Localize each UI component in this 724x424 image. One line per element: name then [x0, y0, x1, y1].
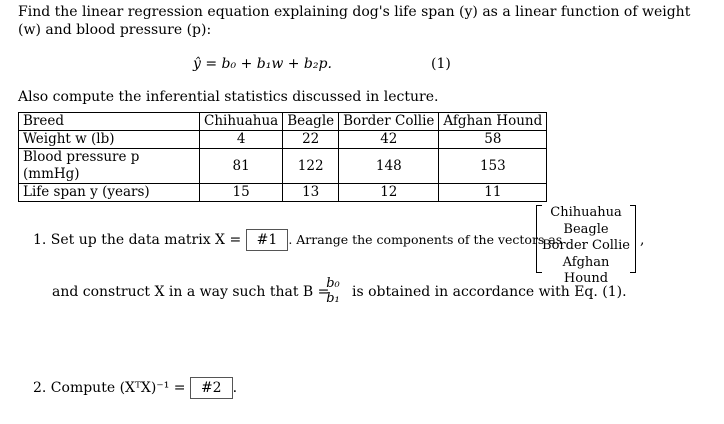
b-vector-entry: b₁ [326, 291, 340, 306]
table-row [19, 131, 547, 149]
intro-line-2: (w) and blood pressure (p): [18, 22, 212, 38]
step2-line [33, 377, 237, 399]
row-label: Blood pressure p (mmHg) [19, 149, 200, 184]
step1-line [33, 229, 562, 251]
step2-prefix: 2. Compute (XᵀX)⁻¹ = [33, 380, 186, 396]
right-bracket [630, 205, 636, 273]
breed-vector [536, 205, 636, 286]
dog-data-table [18, 112, 547, 202]
table-cell: 4 [200, 131, 283, 149]
table-cell: 148 [339, 149, 439, 184]
intro-line-1: Find the linear regression equation explaining dog's life span (y) as a linear function of weight [18, 4, 691, 20]
table-cell: 42 [339, 131, 439, 149]
table-cell: 12 [339, 184, 439, 202]
row-label: Life span y (years) [19, 184, 200, 202]
vector-entry: Border Collie [542, 238, 630, 253]
table-header-cell: Border Collie [339, 113, 439, 131]
table-header-cell: Beagle [283, 113, 339, 131]
table-header-row [19, 113, 547, 131]
table-row [19, 149, 547, 184]
table-header-cell: Breed [19, 113, 200, 131]
b-vector [322, 276, 344, 306]
construct-text: and construct X in a way such that B = [52, 284, 330, 300]
vector-entry: Beagle [563, 221, 609, 237]
table-cell: 58 [439, 131, 547, 149]
table-cell: 15 [200, 184, 283, 202]
answer-box-1[interactable]: #1 [246, 229, 289, 251]
table-cell: 11 [439, 184, 547, 202]
breed-vector-entries [542, 205, 630, 288]
table-cell: 13 [283, 184, 339, 202]
regression-equation: ŷ = b₀ + b₁w + b₂p. [193, 56, 332, 72]
table-cell: 22 [283, 131, 339, 149]
b-vector-entry: b₀ [326, 276, 340, 291]
answer-box-2[interactable]: #2 [190, 377, 233, 399]
vector-comma: , [640, 232, 645, 248]
equation-number: (1) [431, 56, 451, 72]
table-cell: 153 [439, 149, 547, 184]
also-compute-text: Also compute the inferential statistics discussed in lecture. [18, 89, 439, 105]
step1-prefix: 1. Set up the data matrix X = [33, 232, 242, 248]
row-label: Weight w (lb) [19, 131, 200, 149]
step1-arrange-text: . Arrange the components of the vectors as [288, 232, 563, 247]
step2-suffix: . [232, 380, 238, 396]
vector-entry: Chihuahua [550, 205, 622, 220]
table-cell: 81 [200, 149, 283, 184]
vector-entry: Afghan Hound [562, 254, 610, 286]
construct-suffix: is obtained in accordance with Eq. (1). [352, 284, 627, 300]
table-cell: 122 [283, 149, 339, 184]
table-header-cell: Afghan Hound [439, 113, 547, 131]
table-row [19, 184, 547, 202]
table-header-cell: Chihuahua [200, 113, 283, 131]
